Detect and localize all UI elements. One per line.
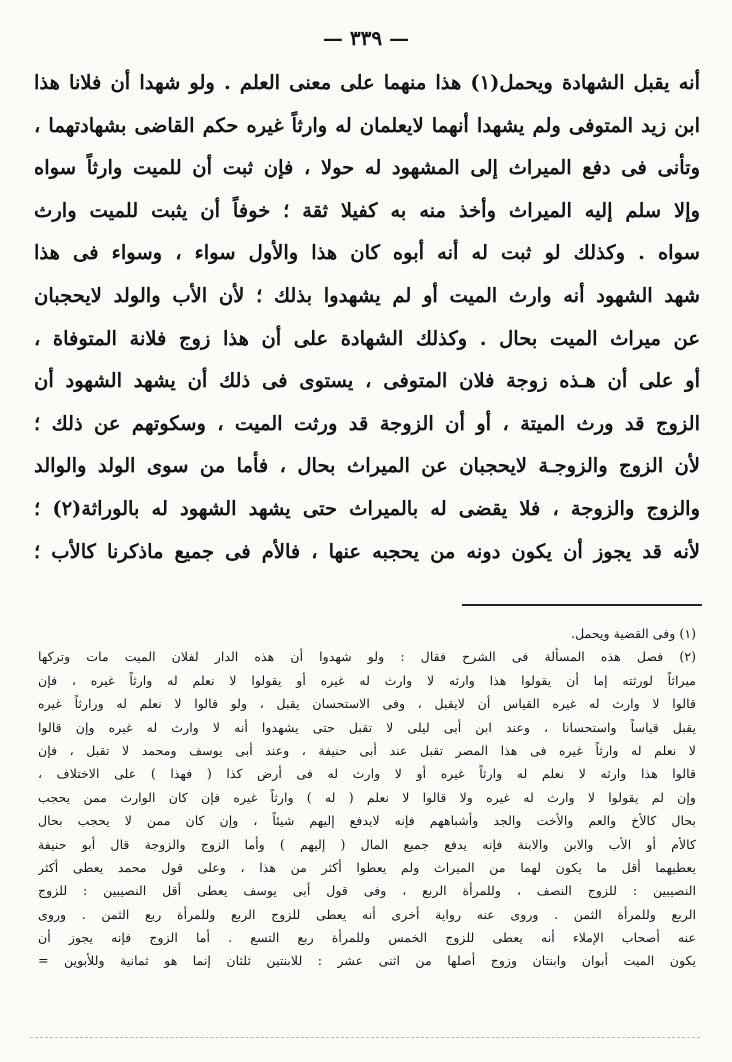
footnote-line: كالأم أو الأب والابن والابنة فإنه يدفع جميع المال ( إليهم ) وأما الزوج والزوجة قال أبو حنيفة: [38, 836, 696, 852]
text-line: الزوج قد ورث الميتة ، أو أن الزوجة قد ورثت الميت ، وسكوتهم عن ذلك ؛: [34, 411, 700, 435]
text-line: وتأنى فى دفع الميراث إلى المشهود له حولا ، فإن ثبت أن للميت وارثاً سواه: [34, 156, 700, 180]
page-edge-marks: [30, 1036, 700, 1038]
text-line: ابن زيد المتوفى ولم يشهدا أنهما لايعلمان له وارثاً غيره حكم القاضى بشهادتهما ،: [34, 113, 700, 137]
footnote-line: يعطيهما أقل ما يكون لهما من الميراث ولم يعطوا أكثر من هذا ، وعلى قول محمد يعطى أكثر: [38, 859, 696, 875]
text-line: لأن الزوج والزوجـة لايحجبان عن الميراث بحال ، فأما من سوى الولد والوالد: [34, 454, 700, 478]
footnote-line: النصيبين : للزوج النصف ، وللمرأة الربع ، وفى قول أبى يوسف يعطى أقل النصيبين : للزوج: [38, 883, 696, 899]
footnote-line: قالوا هذا وارثه لا نعلم له وارثاً غيره أو لا وارث له فى أرض كذا ( فهذا ) على الاختلاف ،: [38, 766, 696, 782]
text-line: وإلا سلم إليه الميراث وأخذ منه به كفيلا ثقة ؛ خوفاً أن يثبت للميت وارث: [34, 198, 700, 222]
footnote-line: لا نعلم له وارثاً غيره فى هذا المصر تقبل عند أبى حنيفة ، وعند أبى يوسف ومحمد لا تقبل ، فإن: [38, 742, 696, 758]
footnote-line: يكون الميت أبوان وابنتان وزوج أصلها من اثنى عشر : للابنتين ثلثان إنما هو ثمانية وللأبوين =: [38, 953, 696, 969]
footnote-line: عنه أصحاب الإملاء أنه يعطى للزوج الخمس وللمرأة ربع التسع . أما الزوج فإنه يجوز أن: [38, 930, 696, 946]
main-text: [34, 62, 700, 573]
footnote-line: ميراثاً لورثته إما أن يقولوا هذا وارثه لا وارث له غيره أو يقولوا لا نعلم له وارثاً غيره ، فإن: [38, 672, 696, 688]
text-line: شهد الشهود أنه وارث الميت أو لم يشهدوا بذلك ؛ لأن الأب والولد لايحجبان: [34, 283, 700, 307]
text-line: عن ميراث الميت بحال . وكذلك الشهادة على أن هذا زوج فلانة المتوفاة ،: [34, 326, 700, 350]
footnote-line: وإن لم يقولوا لا وارث له غيره ولا قالوا لا نعلم ( له ) وارثاً غيره فإن كان الوارث ممن يحجب: [38, 789, 696, 805]
footnote-line: قالوا لا وارث له غيره القياس أن لايقبل ، وفى الاستحسان يقبل ، ولو قالوا لا نعلم له ورارثاً غيره: [38, 696, 696, 712]
text-line: سواه . وكذلك لو ثبت له أنه أبوه كان هذا والأول سواء ، وسواء فى هذا: [34, 241, 700, 265]
footnote-line: (١) وفى القضية ويحمل.: [571, 626, 696, 641]
footnote-line: بحال كالأخ والعم والأخت والجد وأشباههم فإنه لايدفع إليهم شيئاً ، وإن كان ممن لا يحجب بحال: [38, 813, 696, 829]
text-line: أنه يقبل الشهادة ويحمل(١) هذا منهما على معنى العلم . ولو شهدا أن فلانا هذا: [34, 71, 700, 94]
footnote-separator: [462, 604, 702, 606]
footnote-line: الربع وللمرأة الثمن . وروى عنه رواية أخرى أنه يعطى للزوج الربع وللمرأة ربع الثمن . وروى: [38, 906, 696, 922]
page-number: — ٣٣٩ —: [322, 26, 410, 50]
footnote-line: (٢) فصل هذه المسألة فى الشرح فقال : ولو شهدوا أن هذه الدار لفلان الميت مات وتركها: [38, 649, 696, 665]
footnotes: [38, 622, 696, 973]
text-line: لأنه قد يجوز أن يكون دونه من يحجبه عنها ، فالأم فى جميع ماذكرنا كالأب ؛: [34, 539, 700, 563]
text-line: والزوج والزوجة ، فلا يقضى له بالميراث حتى يشهد الشهود له بالوراثة(٢) ؛: [34, 496, 700, 520]
text-line: أو على أن هـذه زوجة فلان المتوفى ، يستوى فى ذلك أن يشهد الشهود أن: [34, 369, 700, 393]
footnote-line: يقبل قياساً واستحسانا ، وعند ابن أبى ليلى لا تقبل حتى يشهدوا أنه لا وارث له غيره وإن قالوا: [38, 719, 696, 735]
